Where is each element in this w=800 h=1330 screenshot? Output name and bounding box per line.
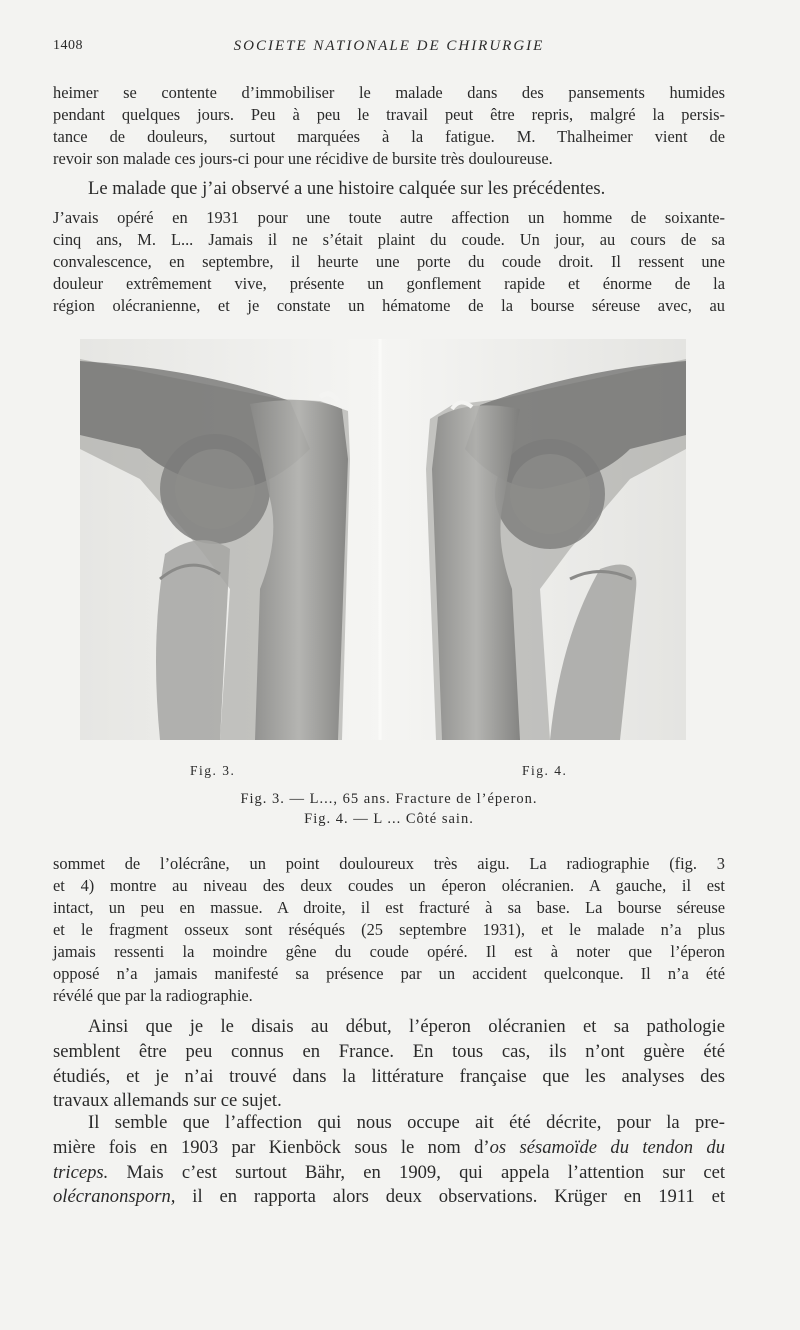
text-line <box>53 1161 725 1186</box>
text-run: mière fois en 1903 par Kienböck sous le nom d’ <box>53 1136 490 1158</box>
text-line: Il semble que l’affection qui nous occupe ait été décrite, pour la pre- <box>88 1112 725 1133</box>
text-line: semblent être peu connus en France. En tous cas, ils n’ont guère été <box>53 1040 725 1062</box>
italic-term: olécranonsporn, <box>53 1186 176 1208</box>
page-number: 1408 <box>53 38 83 53</box>
text-line: région olécranienne, et je constate un hématome de la bourse séreuse avec, au <box>53 296 725 315</box>
figure-4-label: Fig. 4. <box>522 763 568 778</box>
text-line <box>53 1185 725 1210</box>
text-line: Ainsi que je le disais au début, l’éperon olécranien et sa pathologie <box>88 1016 725 1037</box>
text-line: revoir son malade ces jours-ci pour une récidive de bursite très douloureuse. <box>53 149 553 168</box>
paragraph-4 <box>53 853 725 1007</box>
running-head: SOCIETE NATIONALE DE CHIRURGIE <box>233 38 545 54</box>
figure-caption-3: Fig. 3. — L..., 65 ans. Fracture de l’éperon. <box>240 791 538 807</box>
text-line: J’avais opéré en 1931 pour une toute autre affection un homme de soixante- <box>53 208 725 227</box>
text-line: et le fragment osseux sont réséqués (25 septembre 1931), et le malade n’a plus <box>53 920 725 939</box>
text-line: opposé n’a jamais manifesté sa présence par un accident quelconque. Il n’a été <box>53 964 725 983</box>
text-line: jamais ressenti la moindre gêne du coude opéré. Il est à noter que l’éperon <box>53 942 725 961</box>
text-line: sommet de l’olécrâne, un point douloureux très aigu. La radiographie (fig. 3 <box>53 854 725 873</box>
text-line: douleur extrêmement vive, présente un gonflement rapide et énorme de la <box>53 274 725 293</box>
text-line: convalescence, en septembre, il heurte une porte du coude droit. Il ressent une <box>53 252 725 271</box>
paragraph-1 <box>53 82 725 170</box>
text-line <box>53 1136 725 1161</box>
radiograph-figure <box>80 339 686 740</box>
text-line: et 4) montre au niveau des deux coudes un éperon olécranien. A gauche, il est <box>53 876 725 895</box>
text-line: tance de douleurs, surtout marquées à la fatigue. M. Thalheimer vient de <box>53 127 725 146</box>
paragraph-5 <box>53 1015 725 1114</box>
figure-caption-4: Fig. 4. — L ... Côté sain. <box>304 811 474 827</box>
text-line: intact, un peu en massue. A droite, il est fracturé à sa base. La bourse séreuse <box>53 898 725 917</box>
text-line: pendant quelques jours. Peu à peu le travail peut être repris, malgré la persis- <box>53 105 725 124</box>
italic-term: triceps. <box>53 1161 109 1183</box>
paragraph-2 <box>88 177 725 202</box>
text-line: cinq ans, M. L... Jamais il ne s’était plaint du coude. Un jour, au cours de sa <box>53 230 725 249</box>
paragraph-6 <box>53 1111 725 1210</box>
radiograph-image <box>80 339 686 740</box>
text-line: Le malade que j’ai observé a une histoire calquée sur les précédentes. <box>88 178 606 199</box>
text-line: heimer se contente d’immobiliser le malade dans des pansements humides <box>53 83 725 102</box>
text-line: étudiés, et je n’ai trouvé dans la littérature française que les analyses des <box>53 1065 725 1087</box>
italic-term: os sésamoïde du tendon du <box>489 1136 725 1158</box>
text-line: travaux allemands sur ce sujet. <box>53 1090 282 1112</box>
text-run: il en rapporta alors deux observations. Krüger en 1911 et <box>175 1186 725 1208</box>
paragraph-3 <box>53 207 725 317</box>
text-line: révélé que par la radiographie. <box>53 986 253 1005</box>
figure-3-label: Fig. 3. <box>190 763 236 778</box>
page-header <box>53 38 725 58</box>
text-run: Mais c’est surtout Bähr, en 1909, qui appela l’attention sur cet <box>108 1161 725 1183</box>
